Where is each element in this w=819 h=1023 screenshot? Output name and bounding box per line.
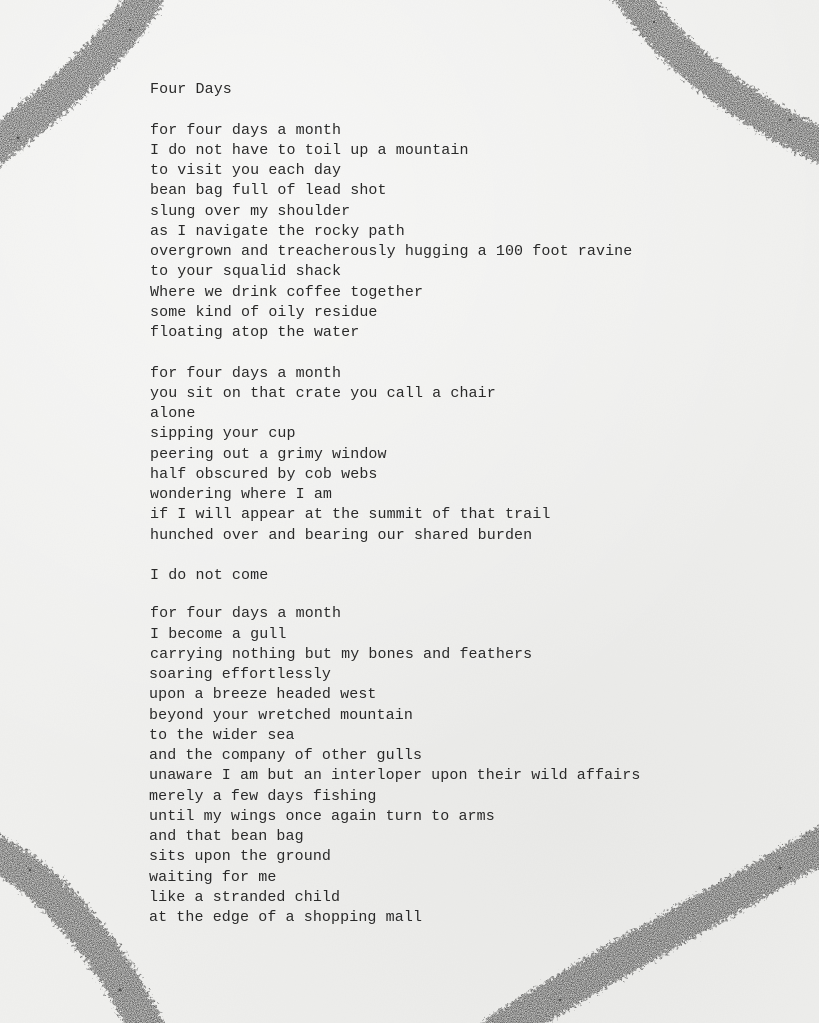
poem-line: some kind of oily residue [150, 303, 378, 321]
brush-stroke-bottom-left [0, 850, 150, 1023]
stanza-2 [150, 364, 750, 546]
poem-line: as I navigate the rocky path [150, 222, 405, 240]
poem-line: I become a gull [150, 625, 287, 643]
poem-line: and the company of other gulls [149, 747, 423, 764]
brush-stroke-top-left [0, 0, 150, 150]
poem-line: merely a few days fishing [149, 787, 377, 805]
poem-line: I do not have to toil up a mountain [150, 141, 469, 159]
poem-line: at the edge of a shopping mall [149, 909, 423, 926]
poem-line: wondering where I am [150, 486, 333, 503]
poem-line: for four days a month [150, 605, 342, 623]
poem-line: if I will appear at the summit of that trail [150, 506, 551, 524]
poem-line: I do not come [150, 567, 269, 584]
poem-line: slung over my shoulder [150, 202, 351, 220]
poem-line: sits upon the ground [149, 848, 332, 866]
poem-line: floating atop the water [150, 324, 360, 341]
poem-line: to your squalid shack [150, 263, 342, 281]
poem-line: you sit on that crate you call a chair [150, 384, 496, 402]
poem-line: Where we drink coffee together [150, 283, 424, 301]
stanza-1 [150, 121, 750, 344]
poem-line: soaring effortlessly [149, 666, 332, 683]
stanza-4 [150, 604, 750, 928]
poem-line: unaware I am but an interloper upon their wild affairs [149, 767, 641, 785]
stanza-3 [150, 566, 750, 586]
poem-line: for four days a month [150, 121, 342, 139]
poem-title: Four Days [150, 81, 232, 98]
poem-line: to visit you each day [150, 162, 342, 179]
poem-line: and that bean bag [149, 828, 304, 845]
poem-line: beyond your wretched mountain [149, 706, 413, 724]
poem-line: to the wider sea [149, 726, 295, 744]
poem-line: waiting for me [149, 868, 277, 886]
poem-line: until my wings once again turn to arms [149, 807, 495, 825]
poem-line: hunched over and bearing our shared burden [150, 526, 533, 544]
poem-line: carrying nothing but my bones and feathers [150, 645, 533, 663]
poem [150, 80, 750, 928]
poem-line: sipping your cup [150, 425, 296, 443]
poem-line: half obscured by cob webs [150, 465, 378, 483]
poem-line: for four days a month [150, 364, 342, 382]
poem-line: peering out a grimy window [150, 445, 387, 463]
poem-line: upon a breeze headed west [149, 686, 377, 704]
poem-line: alone [150, 405, 196, 422]
poem-line: like a stranded child [149, 888, 341, 906]
poem-line: bean bag full of lead shot [150, 182, 387, 200]
poem-line: overgrown and treacherously hugging a 100 foot ravine [150, 243, 633, 260]
